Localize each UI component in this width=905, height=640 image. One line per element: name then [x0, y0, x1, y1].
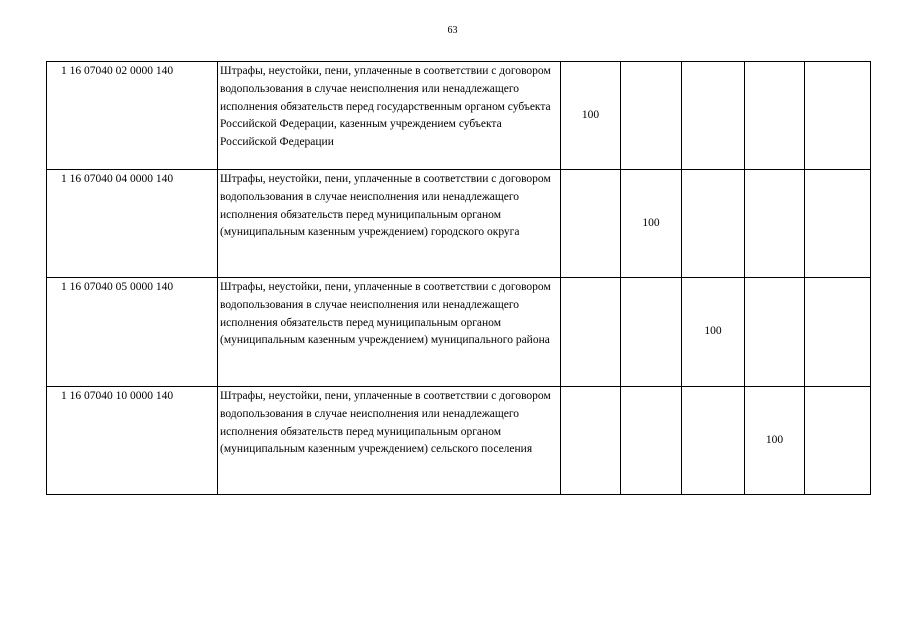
- description-cell: Штрафы, неустойки, пени, уплаченные в соответствии с договором водопользования в случае неисполнения или ненадлежащего исполнения обязательств перед муниципальным органом (муниципальным казенным учреждением) городского округа: [218, 170, 561, 278]
- page-number: 63: [447, 25, 458, 36]
- table-row: [47, 170, 871, 278]
- value-cell-rural-settlement: [745, 278, 805, 387]
- table-row: [47, 62, 871, 170]
- value-cell-subject: [561, 278, 621, 387]
- value-cell-municipal-district: 100: [682, 278, 745, 387]
- value-cell-city-district: [621, 62, 682, 170]
- budget-code-cell: 1 16 07040 10 0000 140: [47, 387, 218, 495]
- description-cell: Штрафы, неустойки, пени, уплаченные в соответствии с договором водопользования в случае неисполнения или ненадлежащего исполнения обязательств перед муниципальным органом (муниципальным казенным учреждением) муниципального района: [218, 278, 561, 387]
- value-cell-extra: [805, 170, 871, 278]
- description-cell: Штрафы, неустойки, пени, уплаченные в соответствии с договором водопользования в случае неисполнения или ненадлежащего исполнения обязательств перед муниципальным органом (муниципальным казенным учреждением) сельского поселения: [218, 387, 561, 495]
- value-cell-subject: [561, 170, 621, 278]
- value-cell-subject: [561, 387, 621, 495]
- value-cell-municipal-district: [682, 62, 745, 170]
- value-cell-extra: [805, 62, 871, 170]
- table-row: [47, 278, 871, 387]
- value-cell-subject: 100: [561, 62, 621, 170]
- value-cell-city-district: 100: [621, 170, 682, 278]
- budget-code-cell: 1 16 07040 04 0000 140: [47, 170, 218, 278]
- value-cell-city-district: [621, 278, 682, 387]
- value-cell-rural-settlement: [745, 170, 805, 278]
- value-cell-municipal-district: [682, 170, 745, 278]
- revenue-table: [46, 61, 871, 495]
- value-cell-extra: [805, 278, 871, 387]
- value-cell-city-district: [621, 387, 682, 495]
- value-cell-municipal-district: [682, 387, 745, 495]
- budget-code-cell: 1 16 07040 05 0000 140: [47, 278, 218, 387]
- table-row: [47, 387, 871, 495]
- budget-code-cell: 1 16 07040 02 0000 140: [47, 62, 218, 170]
- description-cell: Штрафы, неустойки, пени, уплаченные в соответствии с договором водопользования в случае неисполнения или ненадлежащего исполнения обязательств перед государственным органом субъекта Российской Федерации, казенным учреждением субъекта Российской Федерации: [218, 62, 561, 170]
- value-cell-extra: [805, 387, 871, 495]
- value-cell-rural-settlement: 100: [745, 387, 805, 495]
- value-cell-rural-settlement: [745, 62, 805, 170]
